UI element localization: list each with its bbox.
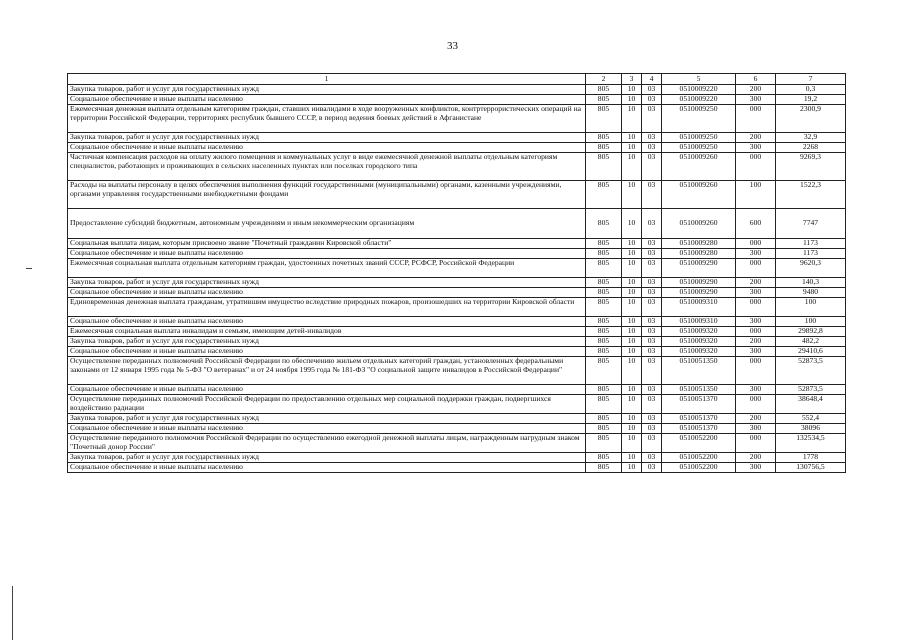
row-code-admin: 805 [586,181,622,209]
row-code-admin: 805 [586,385,622,395]
row-code-section: 10 [622,278,642,288]
row-description: Социальное обеспечение и иные выплаты населению [68,317,586,327]
row-code-subsection: 03 [642,278,662,288]
row-description: Предоставление субсидий бюджетным, автономным учреждениям и иным некоммерческим организациям [68,209,586,239]
row-code-subsection: 03 [642,317,662,327]
table-row [68,298,846,317]
row-code-section: 10 [622,414,642,424]
row-code-expense-type: 300 [736,249,776,259]
row-code-target: 0510009310 [662,317,736,327]
column-header-7: 7 [776,74,846,85]
row-code-subsection: 03 [642,298,662,317]
table-row [68,385,846,395]
row-code-target: 0510009280 [662,249,736,259]
row-code-subsection: 03 [642,181,662,209]
row-description: Социальное обеспечение и иные выплаты населению [68,143,586,153]
row-code-subsection: 03 [642,209,662,239]
row-amount: 38648,4 [776,395,846,414]
row-code-target: 0510009260 [662,181,736,209]
row-code-subsection: 03 [642,259,662,278]
row-description: Закупка товаров, работ и услуг для государственных нужд [68,278,586,288]
row-code-target: 0510009280 [662,239,736,249]
row-code-admin: 805 [586,317,622,327]
row-amount: 1173 [776,249,846,259]
row-code-expense-type: 300 [736,95,776,105]
row-code-subsection: 03 [642,153,662,181]
column-header-3: 3 [622,74,642,85]
column-header-1: 1 [68,74,586,85]
row-description: Ежемесячная социальная выплата отдельным категориям граждан, удостоенных почетных званий СССР, РСФСР, Российской Федерации [68,259,586,278]
row-amount: 132534,5 [776,434,846,453]
table-row [68,153,846,181]
row-code-section: 10 [622,249,642,259]
row-code-admin: 805 [586,357,622,385]
row-code-subsection: 03 [642,337,662,347]
table-row [68,143,846,153]
row-description: Социальное обеспечение и иные выплаты населению [68,249,586,259]
table-row [68,395,846,414]
row-code-expense-type: 000 [736,153,776,181]
row-code-target: 0510009220 [662,85,736,95]
row-description: Закупка товаров, работ и услуг для государственных нужд [68,453,586,463]
row-amount: 1173 [776,239,846,249]
table-row [68,434,846,453]
row-code-expense-type: 200 [736,337,776,347]
row-description: Ежемесячная денежная выплата отдельным категориям граждан, ставших инвалидами в ходе вооруженных конфликтов, контртеррористических операций на территории Российской Федерации, территориях республик бывшего СССР, в период ведения боевых действий в Афганистане [68,105,586,133]
column-header-6: 6 [736,74,776,85]
row-code-section: 10 [622,209,642,239]
row-code-section: 10 [622,85,642,95]
table-row [68,327,846,337]
row-code-section: 10 [622,105,642,133]
row-code-target: 0510052200 [662,453,736,463]
row-code-expense-type: 600 [736,209,776,239]
table-row [68,249,846,259]
row-code-subsection: 03 [642,239,662,249]
row-amount: 100 [776,317,846,327]
table-body [68,85,846,473]
row-description: Социальное обеспечение и иные выплаты населению [68,288,586,298]
row-code-subsection: 03 [642,95,662,105]
row-description: Закупка товаров, работ и услуг для государственных нужд [68,337,586,347]
row-code-expense-type: 100 [736,181,776,209]
row-code-subsection: 03 [642,385,662,395]
row-code-expense-type: 300 [736,317,776,327]
column-header-2: 2 [586,74,622,85]
row-code-expense-type: 000 [736,327,776,337]
row-code-section: 10 [622,327,642,337]
row-code-target: 0510009260 [662,153,736,181]
table-row [68,463,846,473]
row-description: Осуществление переданных полномочий Российской Федерации по предоставлению отдельных мер социальной поддержки граждан, подвергшихся воздействию радиации [68,395,586,414]
table-header-row [68,74,846,85]
row-code-target: 0510052200 [662,434,736,453]
row-code-target: 0510009250 [662,133,736,143]
row-code-target: 0510051370 [662,424,736,434]
row-code-subsection: 03 [642,249,662,259]
row-code-admin: 805 [586,395,622,414]
row-code-subsection: 03 [642,143,662,153]
row-code-expense-type: 200 [736,85,776,95]
row-code-section: 10 [622,153,642,181]
row-amount: 1522,3 [776,181,846,209]
row-code-expense-type: 000 [736,434,776,453]
row-amount: 9480 [776,288,846,298]
row-code-expense-type: 000 [736,239,776,249]
row-amount: 29410,6 [776,347,846,357]
row-code-subsection: 03 [642,453,662,463]
row-amount: 9269,3 [776,153,846,181]
row-code-section: 10 [622,424,642,434]
row-code-target: 0510009250 [662,143,736,153]
row-code-subsection: 03 [642,105,662,133]
row-code-section: 10 [622,181,642,209]
row-code-expense-type: 300 [736,385,776,395]
row-amount: 552,4 [776,414,846,424]
row-code-subsection: 03 [642,414,662,424]
row-description: Закупка товаров, работ и услуг для государственных нужд [68,85,586,95]
table-row [68,85,846,95]
row-code-expense-type: 200 [736,133,776,143]
row-description: Закупка товаров, работ и услуг для государственных нужд [68,133,586,143]
row-amount: 32,9 [776,133,846,143]
table-row [68,357,846,385]
row-code-subsection: 03 [642,347,662,357]
row-code-target: 0510009320 [662,327,736,337]
budget-table-sheet [67,73,845,473]
row-code-section: 10 [622,259,642,278]
table-row [68,453,846,463]
row-code-admin: 805 [586,453,622,463]
row-description: Единовременная денежная выплата гражданам, утратившим имущество вследствие природных пожаров, произошедших на территории Кировской области [68,298,586,317]
row-amount: 140,3 [776,278,846,288]
row-code-section: 10 [622,143,642,153]
row-code-admin: 805 [586,288,622,298]
table-row [68,239,846,249]
row-description: Социальная выплата лицам, которым присвоено звание "Почетный гражданин Кировской области" [68,239,586,249]
row-code-expense-type: 000 [736,298,776,317]
row-code-target: 0510009220 [662,95,736,105]
table-row [68,288,846,298]
row-code-admin: 805 [586,298,622,317]
table-row [68,414,846,424]
row-code-section: 10 [622,357,642,385]
row-amount: 7747 [776,209,846,239]
row-amount: 100 [776,298,846,317]
row-description: Социальное обеспечение и иные выплаты населению [68,385,586,395]
row-code-section: 10 [622,463,642,473]
row-code-expense-type: 200 [736,278,776,288]
row-description: Частичная компенсация расходов на оплату жилого помещения и коммунальных услуг в виде ежемесячной денежной выплаты отдельным категориям специалистов, работающих и проживающих в сельских населенных пунктах или поселках городского типа [68,153,586,181]
row-amount: 2268 [776,143,846,153]
row-code-section: 10 [622,453,642,463]
row-amount: 52873,5 [776,385,846,395]
row-code-section: 10 [622,385,642,395]
table-row [68,105,846,133]
row-code-admin: 805 [586,434,622,453]
row-code-admin: 805 [586,209,622,239]
row-code-expense-type: 300 [736,463,776,473]
row-code-admin: 805 [586,105,622,133]
row-code-expense-type: 300 [736,347,776,357]
row-description: Социальное обеспечение и иные выплаты населению [68,463,586,473]
row-code-section: 10 [622,337,642,347]
row-code-target: 0510009260 [662,209,736,239]
row-code-target: 0510009250 [662,105,736,133]
row-description: Ежемесячная социальная выплата инвалидам и семьям, имеющим детей-инвалидов [68,327,586,337]
row-code-admin: 805 [586,95,622,105]
table-row [68,259,846,278]
row-code-expense-type: 000 [736,357,776,385]
row-code-target: 0510009310 [662,298,736,317]
row-code-target: 0510051350 [662,357,736,385]
row-code-target: 0510009320 [662,347,736,357]
row-code-admin: 805 [586,337,622,347]
row-code-section: 10 [622,95,642,105]
row-code-expense-type: 000 [736,259,776,278]
row-code-section: 10 [622,298,642,317]
row-amount: 29892,8 [776,327,846,337]
row-code-admin: 805 [586,424,622,434]
margin-tick [26,268,32,269]
row-amount: 0,3 [776,85,846,95]
row-code-admin: 805 [586,259,622,278]
row-description: Социальное обеспечение и иные выплаты населению [68,95,586,105]
row-code-subsection: 03 [642,357,662,385]
row-code-target: 0510009290 [662,288,736,298]
table-row [68,278,846,288]
row-description: Закупка товаров, работ и услуг для государственных нужд [68,414,586,424]
row-code-section: 10 [622,434,642,453]
table-row [68,317,846,327]
row-code-target: 0510052200 [662,463,736,473]
row-code-section: 10 [622,133,642,143]
table-row [68,95,846,105]
row-amount: 482,2 [776,337,846,347]
row-code-section: 10 [622,317,642,327]
row-code-admin: 805 [586,249,622,259]
row-code-expense-type: 000 [736,395,776,414]
row-code-admin: 805 [586,239,622,249]
row-code-expense-type: 300 [736,424,776,434]
row-code-subsection: 03 [642,288,662,298]
column-header-4: 4 [642,74,662,85]
row-description: Осуществление переданных полномочий Российской Федерации по обеспечению жильем отдельных категорий граждан, установленных федеральными законами от 12 января 1995 года № 5-ФЗ "О ветеранах" и от 24 ноября 1995 года № 181-ФЗ "О социальной защите инвалидов в Российской Федерации" [68,357,586,385]
row-code-expense-type: 200 [736,414,776,424]
row-amount: 38096 [776,424,846,434]
column-header-5: 5 [662,74,736,85]
row-description: Социальное обеспечение и иные выплаты населению [68,424,586,434]
row-code-admin: 805 [586,153,622,181]
row-amount: 130756,5 [776,463,846,473]
row-code-subsection: 03 [642,463,662,473]
row-code-admin: 805 [586,347,622,357]
row-amount: 19,2 [776,95,846,105]
row-code-section: 10 [622,347,642,357]
row-description: Осуществление переданного полномочия Российской Федерации по осуществлению ежегодной денежной выплаты лицам, награжденным нагрудным знаком "Почетный донор России" [68,434,586,453]
row-amount: 2300,9 [776,105,846,133]
row-code-subsection: 03 [642,133,662,143]
row-code-expense-type: 300 [736,288,776,298]
budget-table [67,73,846,473]
row-code-target: 0510009320 [662,337,736,347]
row-code-target: 0510009290 [662,278,736,288]
table-row [68,181,846,209]
row-code-section: 10 [622,395,642,414]
table-row [68,209,846,239]
row-code-subsection: 03 [642,434,662,453]
row-code-target: 0510051370 [662,414,736,424]
row-code-admin: 805 [586,133,622,143]
row-amount: 52873,5 [776,357,846,385]
row-code-admin: 805 [586,143,622,153]
row-code-expense-type: 000 [736,105,776,133]
row-amount: 9620,3 [776,259,846,278]
row-code-expense-type: 300 [736,143,776,153]
row-code-subsection: 03 [642,85,662,95]
row-description: Расходы на выплаты персоналу в целях обеспечения выполнения функций государственными (муниципальными) органами, казенными учреждениями, органами управления государственными внебюджетными фондами [68,181,586,209]
row-code-target: 0510051350 [662,385,736,395]
page-number: 33 [447,40,458,52]
row-code-subsection: 03 [642,424,662,434]
table-row [68,337,846,347]
row-code-section: 10 [622,288,642,298]
table-row [68,347,846,357]
row-code-admin: 805 [586,414,622,424]
row-code-admin: 805 [586,463,622,473]
row-code-expense-type: 200 [736,453,776,463]
table-row [68,424,846,434]
row-code-subsection: 03 [642,327,662,337]
row-code-target: 0510009290 [662,259,736,278]
row-code-admin: 805 [586,85,622,95]
row-code-section: 10 [622,239,642,249]
table-row [68,133,846,143]
row-description: Социальное обеспечение и иные выплаты населению [68,347,586,357]
row-code-target: 0510051370 [662,395,736,414]
row-amount: 1778 [776,453,846,463]
row-code-admin: 805 [586,278,622,288]
margin-rule [12,586,13,640]
row-code-subsection: 03 [642,395,662,414]
row-code-admin: 805 [586,327,622,337]
